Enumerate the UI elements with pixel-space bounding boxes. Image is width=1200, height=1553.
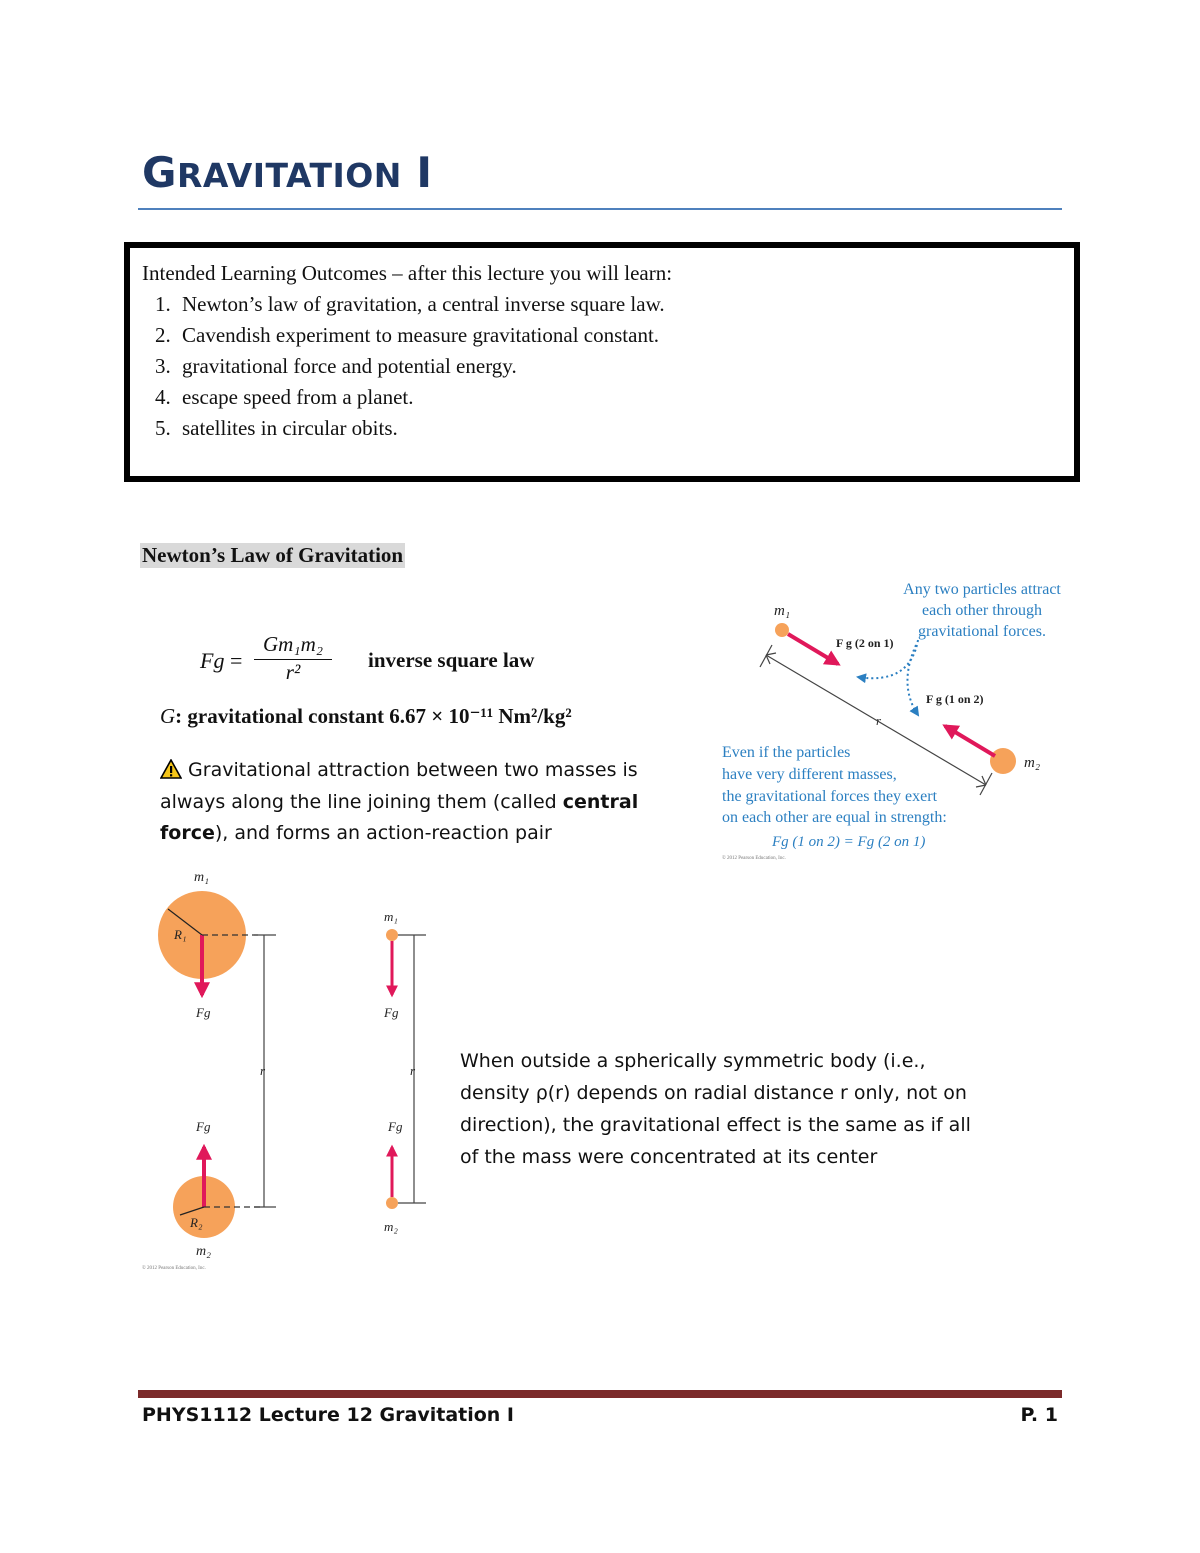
learning-outcomes-box (124, 242, 1080, 482)
sphere-m1-label: m₁ (194, 870, 209, 885)
footer-rule (138, 1390, 1062, 1398)
outcome-item: 4. escape speed from a planet. (176, 382, 672, 413)
fg-label-top-point: Fg (384, 1005, 399, 1020)
formula-denominator: r² (285, 660, 301, 684)
gravitational-constant (160, 703, 572, 729)
sphere-m2-label: m₂ (196, 1244, 211, 1259)
sphere-equivalence-figure (140, 865, 440, 1275)
formula-fraction (254, 632, 332, 685)
point-m2 (386, 1197, 398, 1209)
title-rest: RAVITATION (176, 156, 402, 195)
title-numeral: I (416, 148, 433, 197)
gconst-text: : gravitational constant 6.67 × 10⁻¹¹ Nm²/kg² (175, 704, 572, 728)
section-heading: Newton’s Law of Gravitation (142, 543, 404, 567)
r1-label: R₁ (174, 927, 187, 942)
note-top-line: each other through (922, 602, 1042, 619)
formula-lhs: Fg (200, 648, 225, 673)
force-1on2-label: F g (1 on 2) (926, 692, 984, 706)
note-bottom-line: the gravitational forces they exert (722, 788, 938, 805)
outcome-item: 2. Cavendish experiment to measure gravitational constant. (176, 320, 672, 351)
title-initial: G (142, 148, 177, 197)
outcome-item: 5. satellites in circular obits. (176, 413, 672, 444)
r-label: r (876, 713, 882, 728)
formula-numerator: Gm₁m₂ (254, 632, 332, 660)
outcomes-list (142, 289, 672, 444)
force-arrow-1on2 (945, 726, 995, 756)
warning-text-1: Gravitational attraction between two masses is always along the line joining them (called (160, 759, 638, 813)
outcome-item: 1. Newton’s law of gravitation, a central inverse square law. (176, 289, 672, 320)
m1-label: m₁ (774, 603, 791, 619)
gconst-symbol: G (160, 704, 176, 728)
figure2-credit: © 2012 Pearson Education, Inc. (142, 1266, 206, 1271)
fg-label-top-sphere: Fg (196, 1005, 211, 1020)
footer-page-number: P. 1 (1020, 1404, 1058, 1426)
outcomes-heading: Intended Learning Outcomes – after this lecture you will learn: (142, 261, 673, 285)
figure1-credit: © 2012 Pearson Education, Inc. (722, 856, 786, 861)
fg-label-bottom-point: Fg (388, 1119, 403, 1134)
formula-label: inverse square law (368, 648, 535, 672)
equality-equation: Fg (1 on 2) = Fg (2 on 1) (772, 834, 926, 850)
central-force-note (160, 755, 660, 850)
note-top-line: Any two particles attract (903, 581, 1061, 598)
point-m1 (386, 929, 398, 941)
warning-text-2: ), and forms an action-reaction pair (214, 822, 552, 844)
outcome-item: 3. gravitational force and potential energy. (176, 351, 672, 382)
note-bottom-line: on each other are equal in strength: (722, 809, 947, 826)
formula-equals: = (230, 648, 243, 673)
particle-m2 (990, 748, 1016, 774)
note-bottom-line: have very different masses, (722, 766, 897, 783)
m2-label: m₂ (1024, 755, 1041, 771)
force-2on1-label: F g (2 on 1) (836, 636, 894, 650)
fg-label-bottom-sphere: Fg (196, 1119, 211, 1134)
point-m1-label: m₁ (384, 909, 398, 924)
warning-icon (160, 759, 182, 779)
note-top-line: gravitational forces. (918, 623, 1046, 640)
title-rule (138, 208, 1062, 210)
r-label-left: r (260, 1063, 266, 1078)
particle-m1 (775, 623, 789, 637)
r-label-right: r (410, 1063, 416, 1078)
force-arrow-2on1 (788, 634, 838, 664)
r2-label: R₂ (190, 1215, 203, 1230)
particle-attraction-figure (720, 575, 1080, 865)
footer-course: PHYS1112 Lecture 12 Gravitation I (142, 1404, 515, 1426)
note-bottom-line: Even if the particles (722, 744, 851, 761)
dotted-connector-2 (907, 645, 918, 715)
page-title (142, 148, 432, 197)
point-m2-label: m₂ (384, 1219, 398, 1234)
shell-theorem-text: When outside a spherically symmetric body (i.e., density ρ(r) depends on radial distance r only, not on direction), the gravitational effect is the same as if all of the mass were concentrated at its center (460, 1050, 971, 1168)
warning-bold: central force (160, 790, 639, 844)
